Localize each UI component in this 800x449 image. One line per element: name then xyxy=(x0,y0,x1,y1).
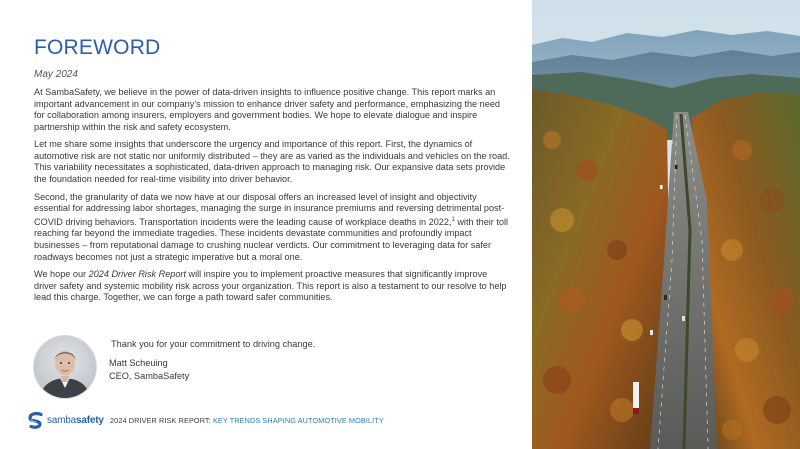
sambasafety-s-mark-icon xyxy=(26,411,46,431)
brand-logo-text[interactable] xyxy=(47,415,104,426)
logo-text-bold: safety xyxy=(76,415,104,426)
paragraph-1: At SambaSafety, we believe in the power of data-driven insights to influence positive change. This report marks an important advancement in our company’s mission to enhance driver safety and performance, emphasizing the need for collaboration among insurers, employers and government bodies. We hope to elevate dialogue and inspire partnership within the risk and safety ecosystem. xyxy=(34,87,500,132)
footnote-marker[interactable]: 1 xyxy=(451,216,455,223)
signature-block xyxy=(34,336,514,402)
page-footer xyxy=(26,411,526,431)
signatory-role: CEO, SambaSafety xyxy=(109,371,190,381)
closing-line: Thank you for your commitment to driving change. xyxy=(111,339,316,349)
paragraph-2: Let me share some insights that underscore the urgency and importance of this report. First, the dynamics of automotive risk are not static nor uniformly distributed – they are as varied as the individuals and vehicles on the road. This variability necessitates a sophisticated, data-driven approach to managing risk. Our expansive data sets provide the foundation needed for real-time visibility into driver behavior. xyxy=(34,139,510,185)
page-date: May 2024 xyxy=(34,69,78,80)
highway-photo xyxy=(532,0,800,449)
logo-text-regular: samba xyxy=(47,415,77,426)
person-portrait-icon xyxy=(34,336,96,398)
footer-caption xyxy=(110,416,384,425)
paragraph-3-text-cont: with their toll reaching far beyond the immediate tragedies. These incidents devastate communities and profoundly impact businesses – from reputational damage to crushing nuclear verdicts. Our commitment to leveraging data for safer roadways becomes not just a strategic imperative but a moral one. xyxy=(34,216,509,262)
footer-caption-accent: KEY TRENDS SHAPING AUTOMOTIVE MOBILITY xyxy=(212,416,384,425)
paragraph-3 xyxy=(34,192,512,263)
page-title: FOREWORD xyxy=(34,36,161,59)
report-title-italic: 2024 Driver Risk Report xyxy=(88,269,186,280)
footer-caption-main: 2024 DRIVER RISK REPORT: xyxy=(110,416,213,425)
paragraph-3-text: Second, the granularity of data we now have at our disposal offers an increased level of insight and objectivity essential for addressing labor shortages, managing the surge in insurance premiums and reversing detrimental post-COVID driving behaviors. Transportation incidents were the leading cause of workplace deaths in 2022, xyxy=(34,191,505,227)
foreword-body xyxy=(34,87,512,310)
highway-through-autumn-forest-photo xyxy=(532,0,800,449)
paragraph-4 xyxy=(34,269,512,304)
paragraph-4-text-cont: will inspire you to implement proactive measures that significantly improve driver safety and systemic mobility risk across your organization. This report is also a testament to our resolve to help lead this charge. Together, we can forge a path toward safer communities. xyxy=(34,269,507,303)
paragraph-4-text: We hope our xyxy=(34,269,89,280)
avatar xyxy=(34,336,96,398)
signatory-name: Matt Scheuing xyxy=(109,358,168,368)
